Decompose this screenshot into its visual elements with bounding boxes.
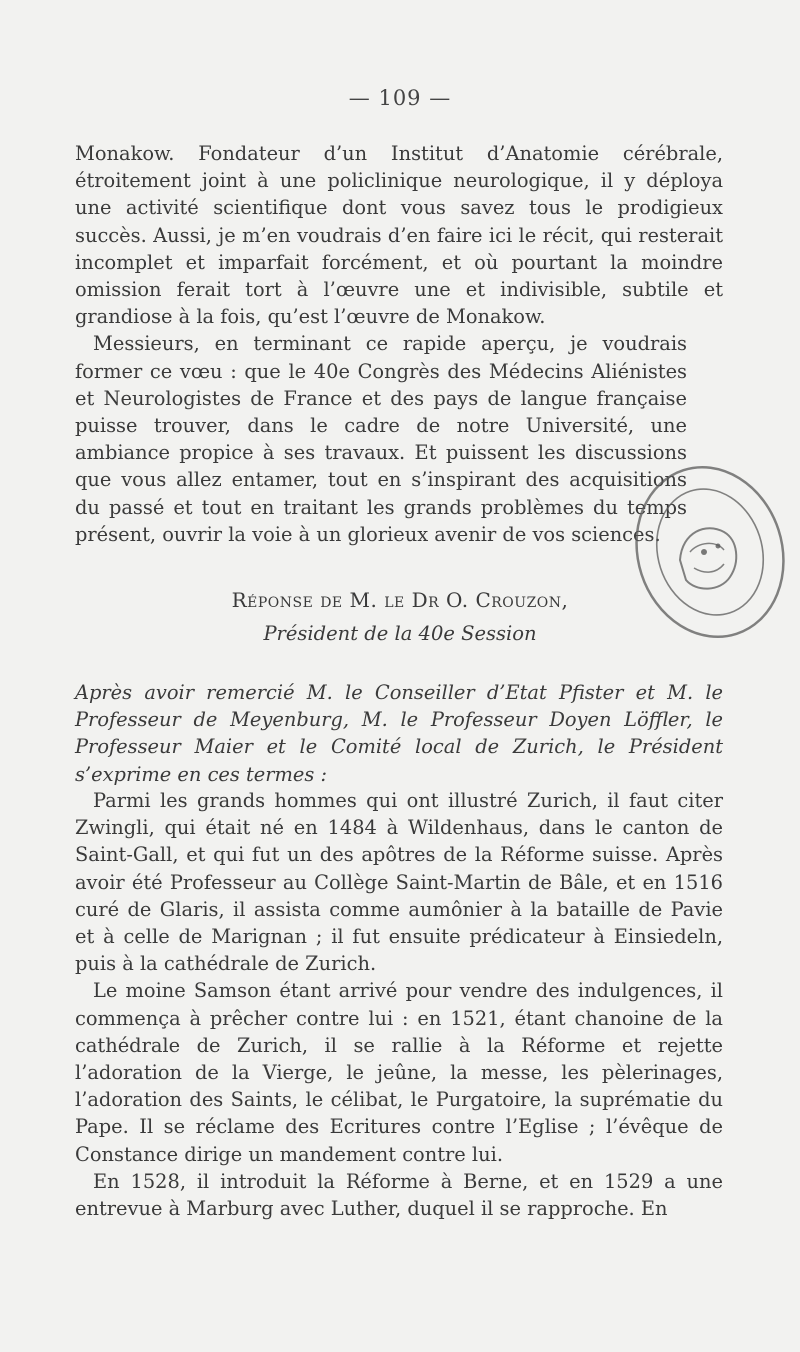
intro-text: Après avoir remercié M. le Conseiller d’Etat Pfister et M. le Professeur de Meyenburg, M. le Professeur Doyen Löffler, le Professeur Maier et le Comité local de Zurich, le Président s’exprime en ces termes :	[75, 681, 723, 786]
body-text-bottom	[75, 787, 723, 1222]
library-stamp	[620, 442, 790, 654]
paragraph: Messieurs, en terminant ce rapide aperçu, je voudrais former ce vœu : que le 40e Congrès des Médecins Aliénistes et Neurologistes de France et des pays de langue française puisse trouver, dans le cadre de notre Université, une ambiance propice à ses travaux. Et puissent les discussions que vous allez entamer, tout en s’inspirant des acquisitions du passé et tout en traitant les grands problèmes du temps présent, ouvrir la voie à un glorieux avenir de vos sciences.	[75, 332, 687, 546]
paragraph: Monakow. Fondateur d’un Institut d’Anatomie cérébrale, étroitement joint à une policlinique neurologique, il y déploya une activité scientifique dont vous savez tous le prodigieux succès. Aussi, je m’en voudrais d’en faire ici le récit, qui resterait incomplet et imparfait forcément, et où pourtant la moindre omission ferait tort à l’œuvre une et indivisible, subtile et grandiose à la fois, qu’est l’œuvre de Monakow.	[75, 142, 723, 329]
paragraph: Le moine Samson étant arrivé pour vendre des indulgences, il commença à prêcher contre lui : en 1521, étant chanoine de la cathédrale de Zurich, il se rallie à la Réforme et rejette l’adoration de la Vierge, le jeûne, la messe, les pèlerinages, l’adoration des Saints, le célibat, le Purgatoire, la suprématie du Pape. Il se réclame des Ecritures contre l’Eglise ; l’évêque de Constance dirige un mandement contre lui.	[75, 979, 723, 1166]
section-subheading: Président de la 40e Session	[263, 622, 537, 645]
paragraph: Parmi les grands hommes qui ont illustré Zurich, il faut citer Zwingli, qui était né en 1484 à Wildenhaus, dans le canton de Saint-Gall, et qui fut un des apôtres de la Réforme suisse. Après avoir été Professeur au Collège Saint-Martin de Bâle, et en 1516 curé de Glaris, il assista comme aumônier à la bataille de Pavie et à celle de Marignan ; il fut ensuite prédicateur à Einsiedeln, puis à la cathédrale de Zurich.	[75, 789, 723, 976]
paragraph: En 1528, il introduit la Réforme à Berne, et en 1529 a une entrevue à Marburg avec Luther, duquel il se rapproche. En	[75, 1169, 723, 1221]
page-number: — 109 —	[348, 86, 452, 110]
section-heading-text: Réponse de M. le Dr O. Crouzon,	[231, 588, 569, 612]
